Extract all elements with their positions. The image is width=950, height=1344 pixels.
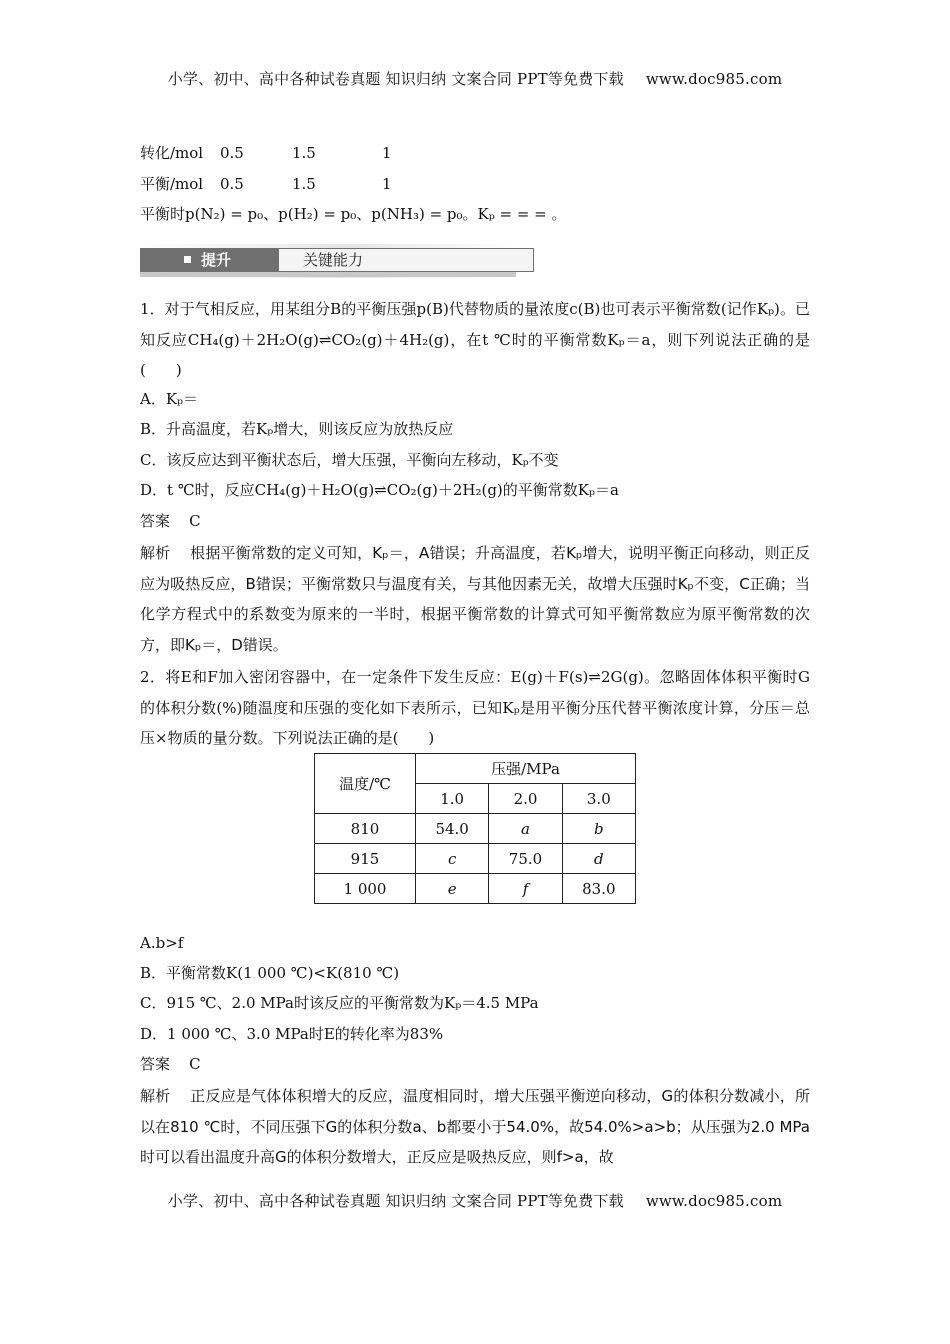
footer-url: www.doc985.com bbox=[645, 1192, 783, 1210]
table-column-header: 1.0 bbox=[416, 784, 489, 814]
row-label: 平衡/mol bbox=[140, 175, 204, 193]
header-url: www.doc985.com bbox=[645, 70, 783, 88]
question-1-option-a: A．Kₚ＝ bbox=[140, 390, 199, 408]
table-cell: f bbox=[489, 874, 562, 904]
data-table bbox=[314, 753, 636, 904]
row-value: 0.5 bbox=[220, 175, 244, 193]
question-1-option-b: B．升高温度，若Kₚ增大，则该反应为放热反应 bbox=[140, 420, 454, 438]
analysis-text: 正反应是气体体积增大的反应，温度相同时，增大压强平衡逆向移动，G的体积分数减小，所以在810 ℃时，不同压强下G的体积分数a、b都要小于54.0%，故54.0%>a>b；从压强为2.0 MPa时可以看出温度升高G的体积分数增大，正反应是吸热反应，则f>a，故 bbox=[140, 1087, 810, 1166]
table-row bbox=[315, 874, 636, 904]
answer-value: C bbox=[189, 512, 201, 530]
analysis-label: 解析 bbox=[140, 544, 171, 562]
row-value: 1.5 bbox=[292, 175, 316, 193]
table-cell: d bbox=[562, 844, 635, 874]
table-row-temp: 915 bbox=[315, 844, 416, 874]
question-1-option-c: C．该反应达到平衡状态后，增大压强，平衡向左移动，Kₚ不变 bbox=[140, 451, 559, 469]
banner-right-label: 关键能力 bbox=[278, 248, 534, 272]
row-label: 转化/mol bbox=[140, 144, 204, 162]
question-2-option-d: D．1 000 ℃、3.0 MPa时E的转化率为83% bbox=[140, 1025, 444, 1043]
question-1-answer bbox=[140, 510, 201, 532]
banner-left-label: 提升 bbox=[201, 251, 232, 269]
row-value: 1 bbox=[382, 144, 392, 162]
question-2-option-c: C．915 ℃、2.0 MPa时该反应的平衡常数为Kₚ＝4.5 MPa bbox=[140, 994, 539, 1012]
table-cell: e bbox=[416, 874, 489, 904]
table-cell: 54.0 bbox=[416, 814, 489, 844]
question-2-option-a: A.b>f bbox=[140, 934, 184, 952]
banner-strip bbox=[140, 272, 516, 277]
question-2-stem: 2．将E和F加入密闭容器中，在一定条件下发生反应：E(g)＋F(s)⇌2G(g)。忽略固体体积平衡时G的体积分数(%)随温度和压强的变化如下表所示，已知Kₚ是用平衡分压代替平衡浓度计算，分压＝总压×物质的量分数。下列说法正确的是( ) bbox=[140, 668, 810, 747]
analysis-text: 根据平衡常数的定义可知，Kₚ＝，A错误；升高温度，若Kₚ增大，说明平衡正向移动，则正反应为吸热反应，B错误；平衡常数只与温度有关，与其他因素无关，故增大压强时Kₚ不变，C正确；当化学方程式中的系数变为原来的一半时，根据平衡常数的计算式可知平衡常数应为原平衡常数的次方，即Kₚ＝，D错误。 bbox=[140, 544, 810, 654]
table-cell: a bbox=[489, 814, 562, 844]
equilibrium-pressure-line: 平衡时p(N₂) = p₀、p(H₂) = p₀、p(NH₃) = p₀。Kₚ = = = 。 bbox=[140, 205, 567, 223]
page-header bbox=[0, 68, 950, 89]
table-pressure-header: 压强/MPa bbox=[416, 754, 636, 784]
row-value: 1.5 bbox=[292, 144, 316, 162]
answer-label: 答案 bbox=[140, 512, 171, 530]
question-1-stem: 1．对于气相反应，用某组分B的平衡压强p(B)代替物质的量浓度c(B)也可表示平衡常数(记作Kₚ)。已知反应CH₄(g)＋2H₂O(g)⇌CO₂(g)＋4H₂(g)，在t ℃时的平衡常数Kₚ＝a，则下列说法正确的是( ) bbox=[140, 300, 810, 379]
answer-value: C bbox=[189, 1055, 201, 1073]
page-footer bbox=[0, 1190, 950, 1211]
table-cell: c bbox=[416, 844, 489, 874]
square-bullet-icon bbox=[184, 256, 191, 263]
answer-label: 答案 bbox=[140, 1055, 171, 1073]
equilibrium-row bbox=[140, 173, 392, 195]
row-value: 1 bbox=[382, 175, 392, 193]
table-column-header: 2.0 bbox=[489, 784, 562, 814]
question-2-option-b: B．平衡常数K(1 000 ℃)<K(810 ℃) bbox=[140, 964, 400, 982]
question-2-answer bbox=[140, 1053, 201, 1075]
question-1-analysis bbox=[140, 538, 810, 660]
table-row-temp: 1 000 bbox=[315, 874, 416, 904]
table-corner-header: 温度/℃ bbox=[315, 754, 416, 814]
table-row bbox=[315, 814, 636, 844]
conversion-row bbox=[140, 142, 392, 164]
table-column-header: 3.0 bbox=[562, 784, 635, 814]
table-row bbox=[315, 844, 636, 874]
analysis-label: 解析 bbox=[140, 1087, 171, 1105]
footer-left-text: 小学、初中、高中各种试卷真题 知识归纳 文案合同 PPT等免费下载 bbox=[167, 1192, 624, 1210]
question-1-option-d: D．t ℃时，反应CH₄(g)＋H₂O(g)⇌CO₂(g)＋2H₂(g)的平衡常数Kₚ＝a bbox=[140, 481, 619, 499]
question-2-analysis bbox=[140, 1081, 810, 1173]
table-cell: 83.0 bbox=[562, 874, 635, 904]
banner-left bbox=[140, 248, 278, 272]
section-banner bbox=[140, 244, 516, 278]
table-row-temp: 810 bbox=[315, 814, 416, 844]
table-cell: b bbox=[562, 814, 635, 844]
header-left-text: 小学、初中、高中各种试卷真题 知识归纳 文案合同 PPT等免费下载 bbox=[167, 70, 624, 88]
row-value: 0.5 bbox=[220, 144, 244, 162]
table-cell: 75.0 bbox=[489, 844, 562, 874]
